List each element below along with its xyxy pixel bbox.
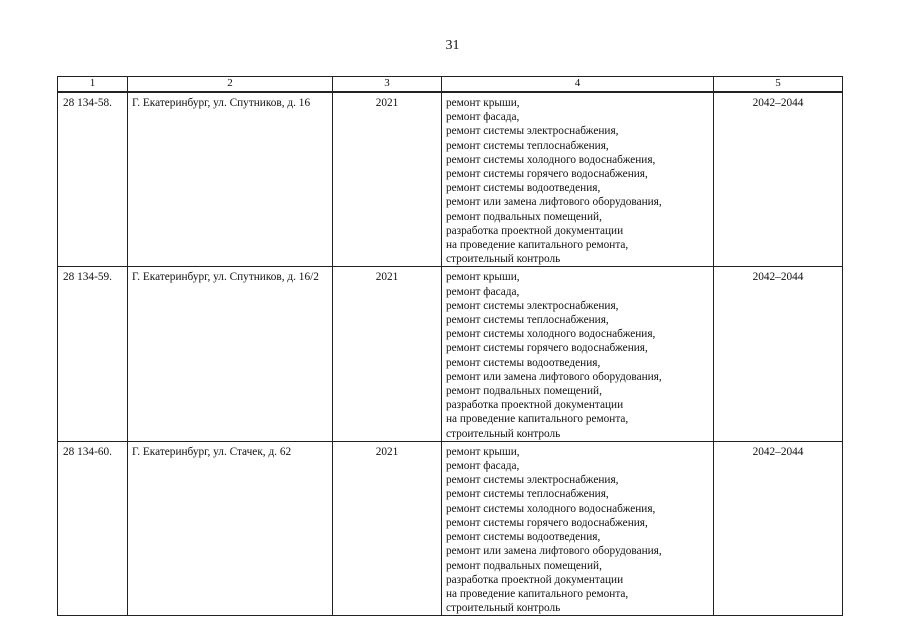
- work-item: на проведение капитального ремонта,: [446, 239, 629, 252]
- works-list: [442, 92, 714, 267]
- year-cell: 2021: [333, 267, 442, 441]
- column-header: 2: [128, 77, 333, 93]
- column-number-row: [58, 77, 843, 93]
- building-address: Г. Екатеринбург, ул. Спутников, д. 16/2: [128, 267, 333, 441]
- column-header: 4: [442, 77, 714, 93]
- work-item: ремонт системы теплоснабжения,: [446, 314, 609, 327]
- work-item: ремонт системы горячего водоснабжения,: [446, 342, 648, 355]
- row-number: 28 134-59.: [58, 267, 128, 441]
- table-row: [58, 92, 843, 267]
- work-item: ремонт крыши,: [446, 445, 520, 458]
- work-item: строительный контроль: [446, 602, 561, 615]
- works-list: [442, 441, 714, 615]
- work-item: на проведение капитального ремонта,: [446, 587, 629, 600]
- work-item: ремонт системы горячего водоснабжения,: [446, 516, 648, 529]
- row-number: 28 134-58.: [58, 92, 128, 267]
- work-item: ремонт системы электроснабжения,: [446, 474, 619, 487]
- work-item: ремонт крыши,: [446, 97, 520, 109]
- work-item: ремонт системы теплоснабжения,: [446, 139, 609, 152]
- work-item: строительный контроль: [446, 253, 561, 266]
- building-address: Г. Екатеринбург, ул. Спутников, д. 16: [128, 92, 333, 267]
- works-list: [442, 267, 714, 441]
- work-item: на проведение капитального ремонта,: [446, 413, 629, 426]
- work-item: ремонт системы горячего водоснабжения,: [446, 168, 648, 181]
- work-item: строительный контроль: [446, 427, 561, 440]
- table-row: [58, 267, 843, 441]
- row-number: 28 134-60.: [58, 441, 128, 615]
- work-item: ремонт подвальных помещений,: [446, 385, 602, 398]
- work-item: ремонт или замена лифтового оборудования,: [446, 196, 662, 209]
- work-item: ремонт фасада,: [446, 285, 520, 298]
- work-item: разработка проектной документации: [446, 224, 624, 237]
- year-cell: 2021: [333, 92, 442, 267]
- work-item: ремонт крыши,: [446, 271, 520, 284]
- table-row: [58, 441, 843, 615]
- period-cell: 2042–2044: [714, 92, 843, 267]
- work-item: ремонт фасада,: [446, 460, 520, 473]
- work-item: ремонт системы водоотведения,: [446, 531, 601, 544]
- period-cell: 2042–2044: [714, 267, 843, 441]
- column-header: 3: [333, 77, 442, 93]
- work-item: ремонт фасада,: [446, 111, 520, 124]
- building-address: Г. Екатеринбург, ул. Стачек, д. 62: [128, 441, 333, 615]
- column-header: 1: [58, 77, 128, 93]
- work-item: ремонт системы электроснабжения,: [446, 299, 619, 312]
- work-item: ремонт системы водоотведения,: [446, 182, 601, 195]
- period-cell: 2042–2044: [714, 441, 843, 615]
- work-item: ремонт или замена лифтового оборудования,: [446, 545, 662, 558]
- repair-schedule-table: [57, 76, 843, 616]
- work-item: разработка проектной документации: [446, 399, 624, 412]
- work-item: ремонт или замена лифтового оборудования,: [446, 370, 662, 383]
- work-item: ремонт системы электроснабжения,: [446, 125, 619, 138]
- work-item: ремонт подвальных помещений,: [446, 559, 602, 572]
- year-cell: 2021: [333, 441, 442, 615]
- work-item: ремонт системы холодного водоснабжения,: [446, 153, 656, 166]
- work-item: ремонт системы холодного водоснабжения,: [446, 328, 656, 341]
- work-item: разработка проектной документации: [446, 573, 624, 586]
- work-item: ремонт подвальных помещений,: [446, 210, 602, 223]
- work-item: ремонт системы водоотведения,: [446, 356, 601, 369]
- work-item: ремонт системы теплоснабжения,: [446, 488, 609, 501]
- page-number: 31: [445, 38, 460, 53]
- work-item: ремонт системы холодного водоснабжения,: [446, 502, 656, 515]
- column-header: 5: [714, 77, 843, 93]
